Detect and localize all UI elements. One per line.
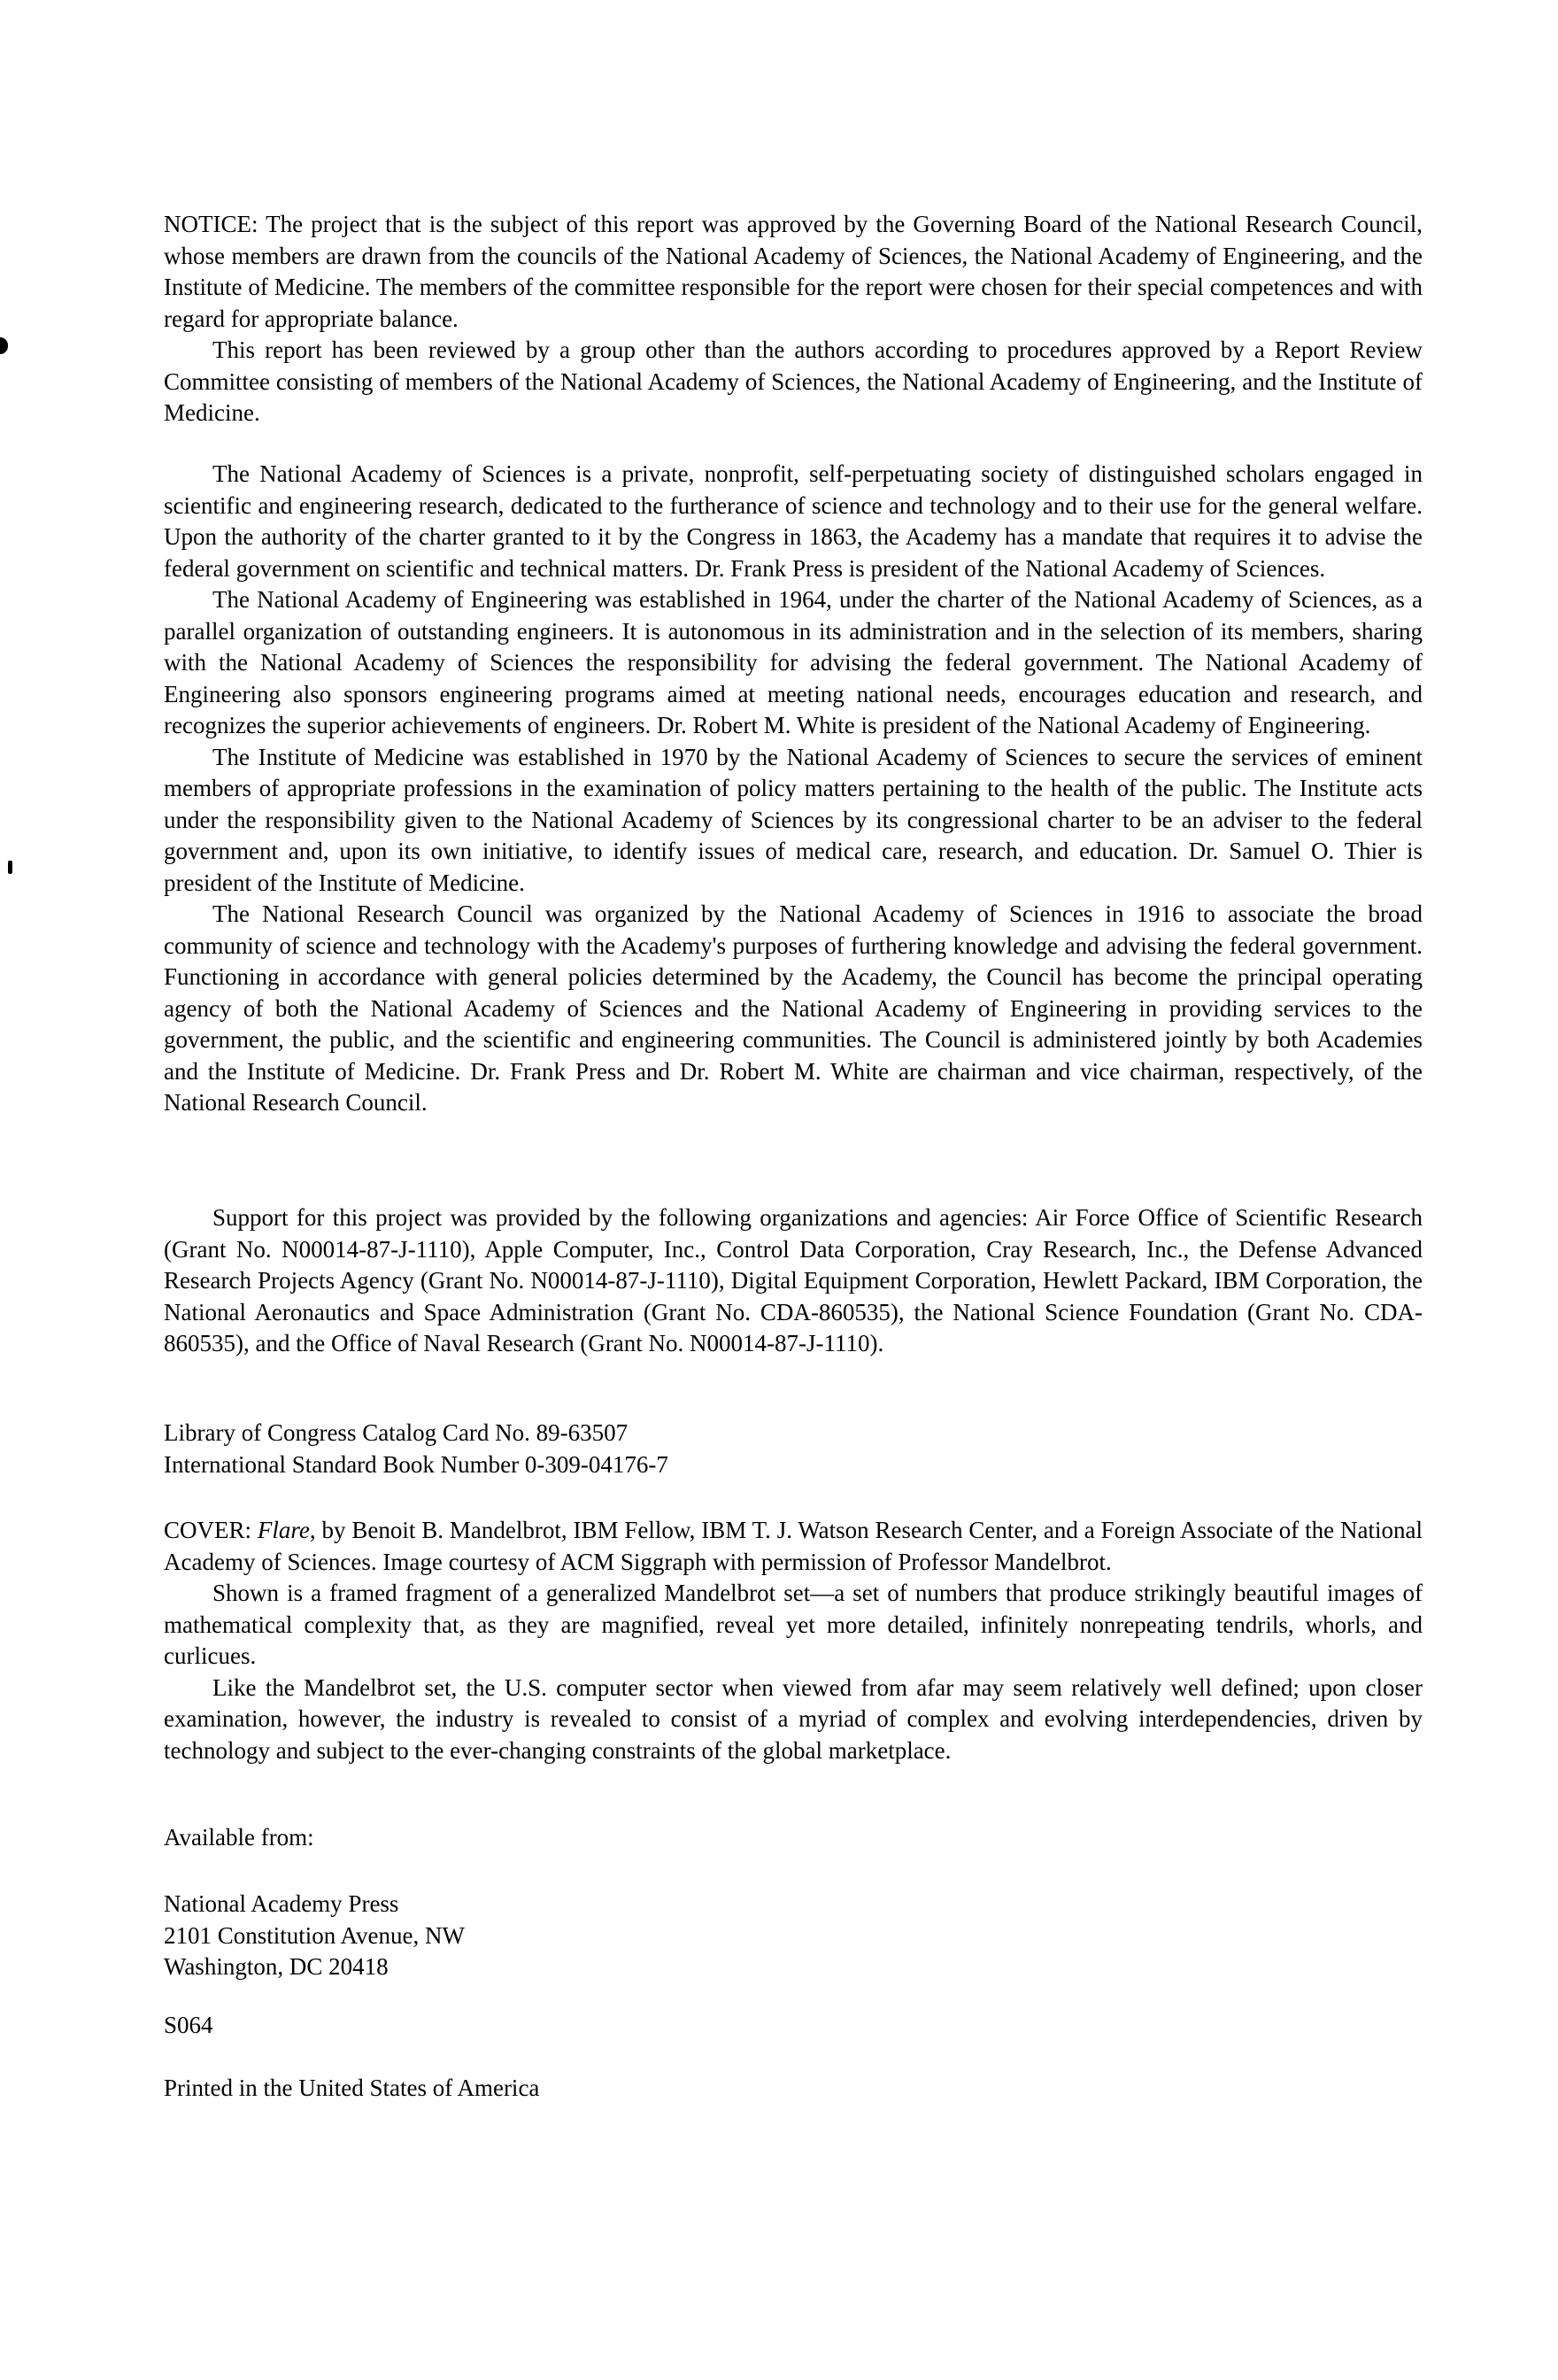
nrc-paragraph: The National Research Council was organized by the National Academy of Sciences in 1916 to associate the broad community of science and technology with the Academy's purposes of furthering knowledge and advising the federal government. Functioning in accordance with general policies determined by the Academy, the Council has become the principal operating agency of both the National Academy of Sciences and the National Academy of Engineering in providing services to the government, the public, and the scientific and engineering communities. The Council is administered jointly by both Academies and the Institute of Medicine. Dr. Frank Press and Dr. Robert M. White are chairman and vice chairman, respectively, of the National Research Council. bbox=[164, 900, 1423, 1116]
support-paragraph: Support for this project was provided by the following organizations and agencies: Air Force Office of Scientific Research (Grant No. N00014-87-J-1110), Apple Computer, Inc., Control Data Corporation, Cray Research, Inc., the Defense Advanced Research Projects Agency (Grant No. N00014-87-J-1110), Digital Equipment Corporation, Hewlett Packard, IBM Corporation, the National Aeronautics and Space Administration (Grant No. CDA-860535), the National Science Foundation (Grant No. CDA-860535), and the Office of Naval Research (Grant No. N00014-87-J-1110). bbox=[164, 1204, 1423, 1356]
publisher-city-address: Washington, DC 20418 bbox=[164, 1953, 389, 1980]
stock-code-section bbox=[164, 2010, 1423, 2042]
cover-art-title: Flare bbox=[257, 1517, 310, 1543]
iom-paragraph: The Institute of Medicine was established in 1970 by the National Academy of Sciences to secure the services of eminent members of appropriate professions in the examination of policy matters pertaining to the health of the public. The Institute acts under the responsibility given to the National Academy of Sciences by its congressional charter to be an adviser to the federal government and, upon its own initiative, to identify issues of medical care, research, and education. Dr. Samuel O. Thier is president of the Institute of Medicine. bbox=[164, 743, 1423, 896]
available-from-section bbox=[164, 1822, 1423, 1854]
nae-paragraph: The National Academy of Engineering was established in 1964, under the charter of the National Academy of Sciences, as a parallel organization of outstanding engineers. It is autonomous in its administration and in the selection of its members, sharing with the National Academy of Sciences the responsibility for advising the federal government. The National Academy of Engineering also sponsors engineering programs aimed at meeting national needs, encourages education and research, and recognizes the superior achievements of engineers. Dr. Robert M. White is president of the National Academy of Engineering. bbox=[164, 586, 1423, 738]
cover-credit-paragraph bbox=[164, 1515, 1423, 1578]
publisher-name: National Academy Press bbox=[164, 1890, 399, 1917]
available-from-label: Available from: bbox=[164, 1824, 314, 1851]
loc-catalog-line: Library of Congress Catalog Card No. 89-63507 bbox=[164, 1419, 629, 1446]
notice-section bbox=[164, 209, 1423, 429]
computer-sector-analogy-paragraph: Like the Mandelbrot set, the U.S. computer sector when viewed from afar may seem relatively well defined; upon closer examination, however, the industry is revealed to consist of a myriad of complex and evolving interdependencies, driven by technology and subject to the ever-changing constraints of the global marketplace. bbox=[164, 1673, 1423, 1764]
cover-credit-text: , by Benoit B. Mandelbrot, IBM Fellow, IBM T. J. Watson Research Center, and a Foreign Associate of the National Academy of Sciences. Image courtesy of ACM Siggraph with permission of Professor Mandelbrot. bbox=[164, 1517, 1423, 1575]
mandelbrot-description-paragraph: Shown is a framed fragment of a generalized Mandelbrot set—a set of numbers that produce strikingly beautiful images of mathematical complexity that, as they are magnified, reveal yet more detailed, infinitely nonrepeating tendrils, whorls, and curlicues. bbox=[164, 1580, 1423, 1669]
margin-speck-icon bbox=[0, 337, 8, 354]
cover-label: COVER: bbox=[164, 1517, 258, 1543]
catalog-section bbox=[164, 1418, 1423, 1480]
academies-section bbox=[164, 459, 1423, 1119]
margin-speck-icon bbox=[8, 861, 12, 874]
isbn-line: International Standard Book Number 0-309-04176-7 bbox=[164, 1450, 668, 1478]
review-committee-paragraph: This report has been reviewed by a group other than the authors according to procedures approved by a Report Review Committee consisting of members of the National Academy of Sciences, the National Academy of Engineering, and the Institute of Medicine. bbox=[164, 336, 1423, 426]
printed-in-usa-note: Printed in the United States of America bbox=[164, 2075, 540, 2101]
support-section bbox=[164, 1202, 1423, 1360]
cover-section bbox=[164, 1515, 1423, 1766]
notice-paragraph: NOTICE: The project that is the subject of this report was approved by the Governing Board of the National Research Council, whose members are drawn from the councils of the National Academy of Sciences, the National Academy of Engineering, and the Institute of Medicine. The members of the committee responsible for the report were chosen for their special competences and with regard for appropriate balance. bbox=[164, 211, 1423, 332]
publisher-street-address: 2101 Constitution Avenue, NW bbox=[164, 1921, 465, 1949]
nas-paragraph: The National Academy of Sciences is a private, nonprofit, self-perpetuating society of distinguished scholars engaged in scientific and engineering research, dedicated to the furtherance of science and technology and to their use for the general welfare. Upon the authority of the charter granted to it by the Congress in 1863, the Academy has a mandate that requires it to advise the federal government on scientific and technical matters. Dr. Frank Press is president of the National Academy of Sciences. bbox=[164, 460, 1423, 582]
stock-code: S064 bbox=[164, 2012, 213, 2038]
printed-note-section bbox=[164, 2073, 1423, 2105]
publisher-address-section bbox=[164, 1889, 1423, 1983]
